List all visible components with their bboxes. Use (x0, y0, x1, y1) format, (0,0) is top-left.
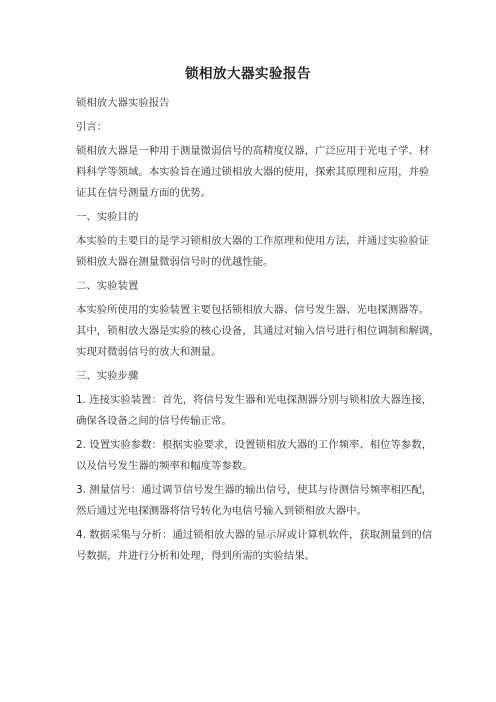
step-1-paragraph (76, 393, 456, 428)
intro-heading (76, 120, 456, 134)
text-line: 其中，锁相放大器是实验的核心设备，其通过对输入信号进行相位调制和解调， (76, 325, 440, 337)
text-line: 二、实验装置 (76, 280, 139, 292)
text-line: 引言： (76, 121, 108, 133)
text-line: 以及信号发生器的频率和幅度等参数。 (76, 460, 253, 472)
text-line: 然后通过光电探测器将信号转化为电信号输入到锁相放大器中。 (76, 505, 367, 517)
step-2-paragraph (76, 438, 456, 473)
text-line: 本实验所使用的实验装置主要包括锁相放大器、信号发生器、光电探测器等。 (76, 304, 430, 316)
section-1-heading (76, 210, 456, 224)
text-line: 一、实验目的 (76, 211, 139, 223)
text-line: 锁相放大器是一种用于测量微弱信号的高精度仪器，广泛应用于光电子学、材 (76, 145, 430, 157)
text-line: 锁相放大器在测量微弱信号时的优越性能。 (76, 256, 274, 268)
text-line: 证其在信号测量方面的优势。 (76, 187, 212, 199)
intro-paragraph (76, 144, 456, 200)
text-line: 锁相放大器实验报告 (76, 97, 170, 109)
text-line: 3. 测量信号：通过调节信号发生器的输出信号，使其与待测信号频率相匹配， (76, 484, 433, 496)
section-2-heading (76, 279, 456, 293)
text-line: 1. 连接实验装置：首先，将信号发生器和光电探测器分别与锁相放大器连接， (76, 394, 433, 406)
text-line: 4. 数据采集与分析：通过锁相放大器的显示屏或计算机软件，获取测量到的信 (76, 529, 433, 541)
text-line: 号数据，并进行分析和处理，得到所需的实验结果。 (76, 550, 315, 562)
text-line: 确保各设备之间的信号传输正常。 (76, 415, 232, 427)
document-title: 锁相放大器实验报告 (185, 66, 311, 82)
step-4-paragraph (76, 528, 456, 563)
section-2-paragraph (76, 303, 456, 359)
section-1-paragraph (76, 234, 456, 269)
text-line: 本实验的主要目的是学习锁相放大器的工作原理和使用方法，并通过实验验证 (76, 235, 430, 247)
section-3-heading (76, 369, 456, 383)
text-line: 三、实验步骤 (76, 370, 139, 382)
text-line: 实现对微弱信号的放大和测量。 (76, 346, 222, 358)
subtitle-paragraph (76, 96, 456, 110)
step-3-paragraph (76, 483, 456, 518)
text-line: 2. 设置实验参数：根据实验要求，设置锁相放大器的工作频率、相位等参数， (76, 439, 433, 451)
text-line: 料科学等领域。本实验旨在通过锁相放大器的使用，探索其原理和应用，并验 (76, 166, 430, 178)
